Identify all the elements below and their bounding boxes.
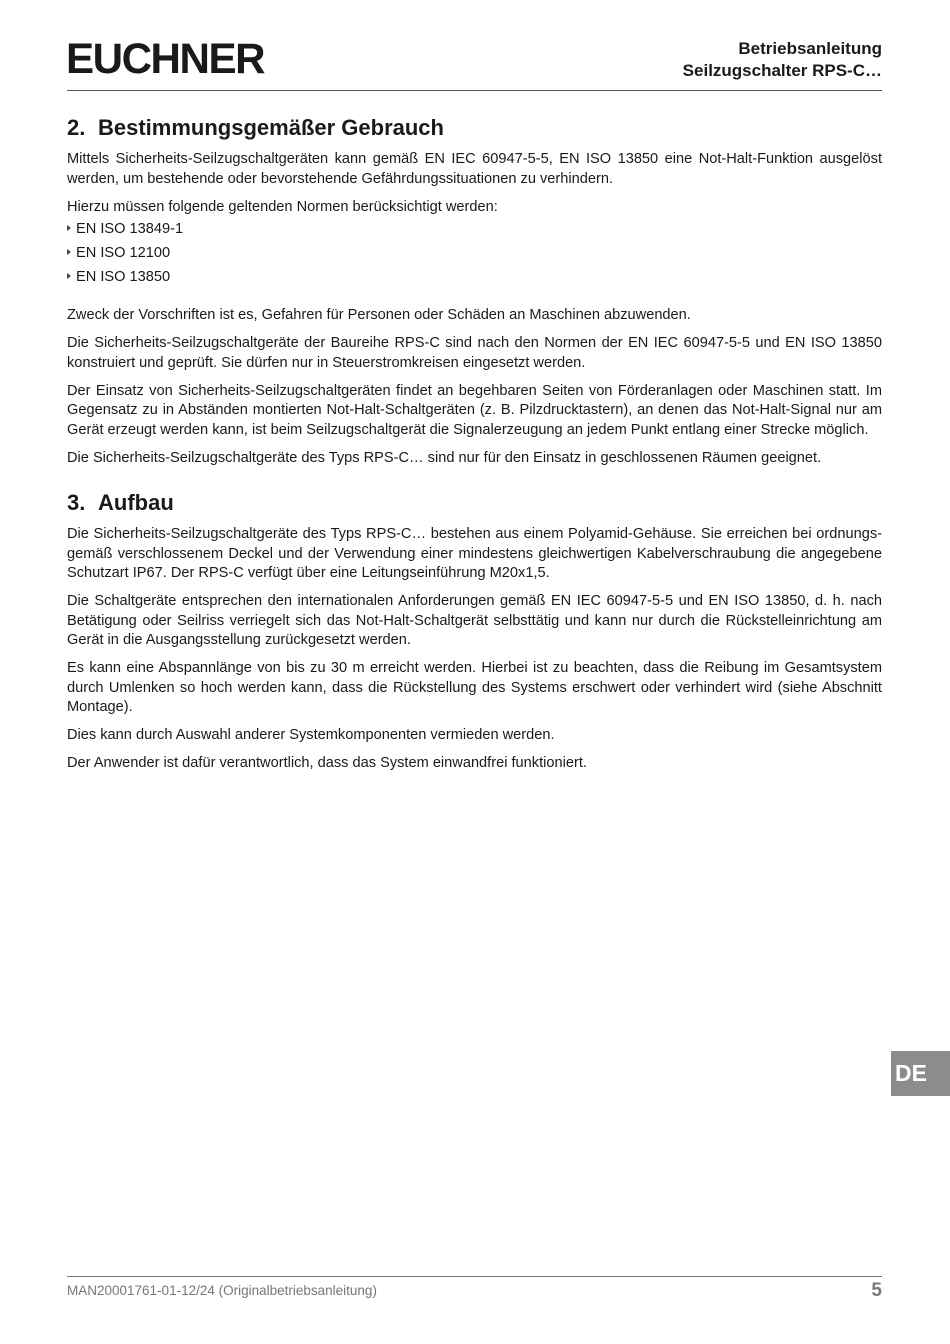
bullet-arrow-icon: [67, 273, 71, 279]
paragraph: Die Schaltgeräte entsprechen den internationalen Anforderungen gemäß EN IEC 60947-5-5 und EN ISO 13850, d. h. nach Betätigung oder Seilriss verriegelt sich das Not-Halt-Schaltgerät selbsttätig und kann nur durch die Rückstelleinrichtung am Gerät in die Ausgangsstellung zurückgesetzt werden.: [67, 593, 882, 648]
paragraph: Hierzu müssen folgende geltenden Normen berücksichtigt werden:: [67, 198, 498, 215]
section-heading: [67, 490, 882, 516]
bullet-arrow-icon: [67, 249, 71, 255]
page-content: [67, 115, 882, 782]
section-intended-use: [67, 115, 882, 468]
list-item-text: EN ISO 13850: [76, 269, 171, 285]
list-item-text: EN ISO 12100: [76, 245, 171, 261]
paragraph: Mittels Sicherheits-Seilzugschaltgeräten kann gemäß EN IEC 60947-5-5, EN ISO 13850 eine Not-Halt-Funktion ausgelöst werden, um bestehende oder bevorstehende Gefährdungssituationen zu verhindern.: [67, 151, 882, 187]
paragraph: Der Einsatz von Sicherheits-Seilzugschaltgeräten findet an begehbaren Seiten von Förderanlagen oder Maschinen statt. Im Gegensatz zu in Abständen montierten Not-Halt-Schaltgeräten (z. B. Pilzdrucktastern), an denen das Not-Halt-Signal nur am Gerät erzeugt werden kann, ist beim Seilzugschaltgerät die Signalerzeugung an jedem Punkt entlang einer Strecke möglich.: [67, 382, 882, 438]
paragraph: Dies kann durch Auswahl anderer Systemkomponenten vermieden werden.: [67, 727, 555, 743]
section-number: 2.: [67, 115, 86, 140]
bullet-arrow-icon: [67, 225, 71, 231]
paragraph: Die Sicherheits-Seilzugschaltgeräte des Typs RPS-C… sind nur für den Einsatz in geschlossenen Räumen geeignet.: [67, 449, 822, 466]
footer-divider: [67, 1276, 882, 1277]
header-divider: [67, 90, 882, 91]
paragraph: Die Sicherheits-Seilzugschaltgeräte des Typs RPS-C… bestehen aus einem Polyamid-Gehäuse. Sie erreichen bei ordnungsgemäß verschlossenem Deckel und der Verwendung einer mindestens gleichwertigen Kabelverschraubung die angegebene Schutzart IP67. Der RPS-C verfügt über eine Leitungseinführung M20x1,5.: [67, 526, 882, 581]
page-number: 5: [871, 1280, 882, 1301]
footer-document-id: MAN20001761-01-12/24 (Originalbetriebsanleitung): [67, 1283, 377, 1298]
document-type: Betriebsanleitung: [738, 39, 882, 58]
document-header: [683, 38, 882, 82]
paragraph: Die Sicherheits-Seilzugschaltgeräte der Baureihe RPS-C sind nach den Normen der EN IEC 60947-5-5 und EN ISO 13850 konstruiert und geprüft. Sie dürfen nur in Steuerstromkreisen eingesetzt werden.: [67, 335, 882, 371]
standards-list: [67, 217, 882, 289]
list-item-text: EN ISO 13849-1: [76, 221, 184, 237]
list-item: [67, 217, 882, 241]
section-title: Bestimmungsgemäßer Gebrauch: [98, 115, 444, 140]
section-construction: [67, 490, 882, 774]
euchner-logo: EUCHNER: [66, 35, 265, 83]
paragraph: Zweck der Vorschriften ist es, Gefahren für Personen oder Schäden an Maschinen abzuwenden.: [67, 307, 691, 323]
language-tab: DE: [891, 1051, 950, 1096]
product-name: Seilzugschalter RPS-C…: [682, 61, 882, 80]
section-title: Aufbau: [98, 490, 174, 515]
list-item: [67, 265, 882, 289]
paragraph: Der Anwender ist dafür verantwortlich, dass das System einwandfrei funktioniert.: [67, 755, 587, 771]
section-heading: [67, 115, 882, 141]
list-item: [67, 241, 882, 265]
section-number: 3.: [67, 490, 86, 515]
paragraph: Es kann eine Abspannlänge von bis zu 30 m erreicht werden. Hierbei ist zu beachten, dass die Reibung im Gesamtsystem durch Umlenken so hoch werden kann, dass die Rückstellung des Systems erschwert oder verhindert wird (siehe Abschnitt Montage).: [67, 660, 882, 715]
